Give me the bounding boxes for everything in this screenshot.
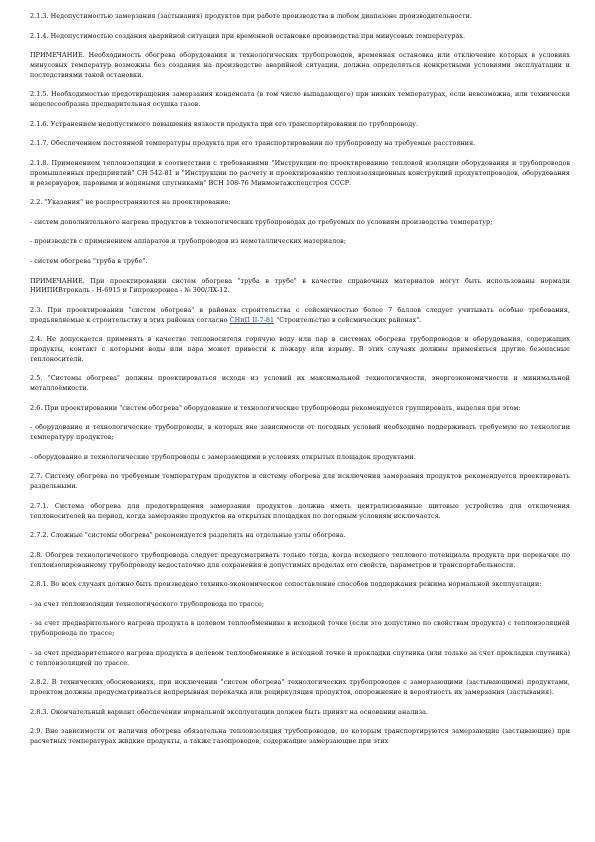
list-item: - систем дополнительного нагрева продуктов в технологических трубопроводах до требуемых по условиям производства температур;	[30, 217, 493, 226]
paragraph-2-1-6: 2.1.6. Устранением недопустимого повышения вязкости продукта при его транспортировании по трубопроводу.	[30, 119, 419, 128]
paragraph-2-1-5: 2.1.5. Необходимостью предотвращения замерзания конденсата (в том числе выпадающего) при низких температурах, если невозможна, или технически нецелесообразна предварительная осушка газов.	[30, 90, 570, 109]
paragraph-2-8: 2.8. Обогрев технологического трубопровода следует предусматривать только тогда, когда исходного теплового потенциала продукта при перекачке по теплоизолированному трубопроводу недостаточно для сохранения в допустимых пределах его свойств, параметров и транспортабельности.	[30, 550, 570, 569]
paragraph-2-1-8: 2.1.8. Применением теплоизоляции в соответствии с требованиями "Инструкции по проектированию тепловой изоляции оборудования и трубопроводов промышленных предприятий" СН 542-81 и "Инструкции по расчету и проектированию теплоизоляционных конструкций продуктопроводов, оборудования и резервуаров, паровыми и водяными спутниками" ВСН 108-76 Минмонтажспецстроя СССР.	[30, 158, 570, 187]
list-item: - за счет теплоизоляции технологического трубопровода по трассе;	[30, 599, 265, 608]
paragraph-2-1-7: 2.1.7. Обеспечением постоянной температуры продукта при его транспортировании по трубопроводу на требуемые расстояния.	[30, 139, 476, 148]
paragraph-text: 2.3. При проектировании "систем обогрева" в районах строительства с сейсмичностью более 7 баллов следует учитывать особые требования, предъявляемые к строительству в этих районах согласно	[30, 305, 570, 324]
paragraph-2-9: 2.9. Вне зависимости от наличия обогрева обязательна теплоизоляция трубопроводов, по которым транспортируются замерзающие (застывающие) при расчетных температурах жидкие продукты, а также газопроводов, содержащие замерзающие при этих	[30, 727, 570, 745]
paragraph-2-2: 2.2. "Указания" не распространяются на проектирование:	[30, 198, 231, 207]
paragraph-2-1-3: 2.1.3. Недопустимостью замерзания (застывания) продуктов при работе производства в любом диапазоне производительности.	[30, 12, 472, 20]
note-paragraph: ПРИМЕЧАНИЕ. При проектировании систем обогрева "труба в трубе" в качестве справочных материалов могут быть использованы нормали НИИПИВтрокаль - Н-6915 и Гипрокоронеа - № 300/ЛХ-12.	[30, 276, 570, 295]
list-item: - производств с применением аппаратов и трубопроводов из неметаллических материалов;	[30, 237, 346, 246]
paragraph-2-7-1: 2.7.1. Система обогрева для предотвращения замерзания продуктов должна иметь централизованные щитовые устройства для отключения теплоносителей на период, когда замерзание продуктов на открытых площадках по погодным условиям исключается.	[30, 501, 570, 520]
paragraph-2-4: 2.4. Не допускается применять в качестве теплоносителя горячую воду или пар в системах обогрева трубопроводов и оборудования, содержащих продукты, контакт с которыми воды или пара может привести к пожару или взрыву. В этих случаях должны применяться другие безопасные теплоносители.	[30, 335, 570, 363]
paragraph-2-1-4: 2.1.4. Недопустимостью создания аварийной ситуации при временной остановке производства при минусовых температурах.	[30, 31, 466, 40]
paragraph-2-8-3: 2.8.3. Окончательный вариант обеспечения нормальной эксплуатации должен быть принят на основании анализа.	[30, 707, 429, 716]
paragraph-2-8-2: 2.8.2. В технических обоснованиях, при исключении "систем обогрева" технологических трубопроводов с замерзающими (застывающими) продуктами, проектом должны предусматриваться непрерывная перекачка или рециркуляция продуктов, опорожнение и вероятность их замерзания (застывания).	[30, 678, 570, 696]
paragraph-2-5: 2.5. "Системы обогрева" должны проектироваться исходя из условий их максимальной технологичности, энергоэкономичности и минимальной металлоёмкости.	[30, 374, 570, 393]
paragraph-2-8-1: 2.8.1. Во всех случаях должно быть произведено технико-экономическое сопоставление способов поддержания режима нормальной эксплуатации:	[30, 580, 542, 589]
paragraph-2-3	[30, 306, 570, 326]
paragraph-2-7: 2.7. Систему обогрева по требуемым температурам продуктов и систему обогрева для исключения замерзания продуктов рекомендуется проектировать раздельными.	[30, 472, 570, 491]
list-item: - оборудование и технологические трубопроводы, в которых вне зависимости от погодных условий необходимо поддерживать требуемую по технологии температуру продуктов;	[30, 423, 570, 442]
paragraph-2-6: 2.6. При проектировании "систем обогрева" оборудование и технологические трубопроводы рекомендуется группировать, выделяя при этом:	[30, 403, 521, 412]
paragraph-2-7-2: 2.7.2. Сложные "системы обогрева" рекомендуется разделять на отдельные узлы обогрева.	[30, 531, 346, 540]
list-item: - за счет предварительного нагрева продукта в целевом теплообменнике в исходной точке и прокладки спутника (или только за счет прокладки спутника) с теплоизоляцией по трассе.	[30, 648, 570, 667]
snip-link[interactable]: СНиП II-7-81	[229, 315, 275, 324]
document-page	[30, 12, 570, 757]
list-item: - за счет предварительного нагрева продукта в целевом теплообменнике в исходной точке (если это допустимо по свойствам продукта) с теплоизоляцией трубопровода по трассе;	[30, 619, 570, 638]
paragraph-text: "Строительство в сейсмических районах".	[274, 315, 422, 324]
note-paragraph: ПРИМЕЧАНИЕ. Необходимость обогрева оборудования и технологических трубопроводов, временная остановка или отключение которых в условиях минусовых температур возможны без создания на производстве аварийной ситуации, должна определяться конкретными условиями эксплуатации и последствиями такой остановки.	[30, 51, 570, 79]
list-item: - систем обогрева "труба в трубе".	[30, 256, 148, 265]
list-item: - оборудование и технологические трубопроводы с замерзающими в условиях открытых площадок продуктами.	[30, 452, 416, 461]
